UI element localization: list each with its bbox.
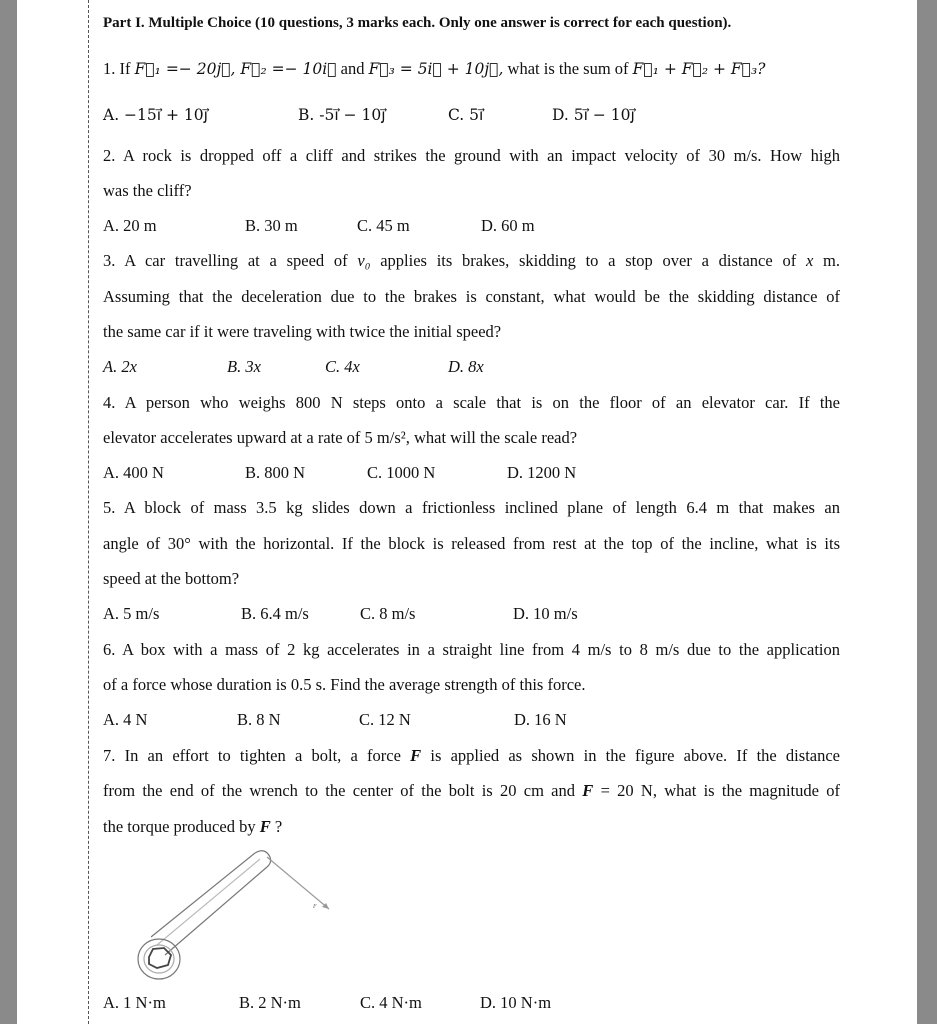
- q7-option-c: C. 4 N·m: [360, 993, 422, 1012]
- wrench-handle-groove: [157, 859, 260, 945]
- margin-line: [88, 0, 89, 1024]
- q4-option-b: B. 800 N: [245, 463, 306, 482]
- q3-x: x: [805, 251, 814, 270]
- q7-line-2: [103, 781, 840, 801]
- q2-option-d: D. 60 m: [481, 216, 535, 235]
- q3-text-b: applies its brakes, skidding to a stop over a distance of: [370, 251, 806, 270]
- q1-f1: F⃗₁ =− 20j⃗,: [134, 60, 236, 78]
- q7-option-a: A. 1 N·m: [103, 993, 166, 1012]
- q4-option-c: C. 1000 N: [367, 463, 436, 482]
- q2-line-1: 2. A rock is dropped off a cliff and strikes the ground with an impact velocity of 30 m/s. How high: [103, 146, 840, 165]
- q3-option-a: A. 2x: [103, 357, 137, 376]
- q6-option-c: C. 12 N: [359, 710, 411, 729]
- q7-text-e: the torque produced by: [103, 817, 260, 836]
- q7-text-a: 7. In an effort to tighten a bolt, a force: [103, 746, 411, 765]
- q2-option-b: B. 30 m: [245, 216, 298, 235]
- q6-line-2: of a force whose duration is 0.5 s. Find the average strength of this force.: [103, 675, 586, 694]
- q7-line-1: [103, 746, 840, 766]
- q1-sum: F⃗₁ + F⃗₂ + F⃗₃?: [632, 60, 766, 78]
- q6-option-a: A. 4 N: [103, 710, 148, 729]
- q7-text-f: ?: [270, 817, 283, 836]
- q1-f2: F⃗₂ =− 10i⃗: [235, 60, 337, 78]
- q4-line-2: elevator accelerates upward at a rate of 5 m/s², what will the scale read?: [103, 428, 578, 447]
- q1-option-c: C. 5i⃗: [448, 106, 484, 124]
- q1-number: 1. If: [103, 59, 135, 78]
- q2-option-a: A. 20 m: [103, 216, 157, 235]
- q2-line-2: was the cliff?: [103, 181, 192, 200]
- q4-option-a: A. 400 N: [103, 463, 164, 482]
- q6-option-b: B. 8 N: [237, 710, 281, 729]
- q7-option-d: D. 10 N·m: [480, 993, 552, 1012]
- bolt-hexagon: [149, 948, 171, 968]
- wrench-handle-end: [255, 851, 271, 867]
- q7-force-symbol-3: F: [259, 817, 271, 836]
- q6-line-1: 6. A box with a mass of 2 kg accelerates in a straight line from 4 m/s to 8 m/s due to the application: [103, 640, 840, 659]
- q3-v0: v₀: [357, 251, 371, 270]
- q6-option-d: D. 16 N: [514, 710, 567, 729]
- q1-option-a: A. −15i⃗ + 10j⃗: [103, 106, 208, 124]
- q4-option-d: D. 1200 N: [507, 463, 577, 482]
- q3-line-3: the same car if it were traveling with twice the initial speed?: [103, 322, 502, 341]
- section-heading: Part I. Multiple Choice (10 questions, 3 marks each. Only one answer is correct for each question).: [103, 15, 732, 31]
- q7-text-c: from the end of the wrench to the center of the bolt is 20 cm and: [103, 781, 583, 800]
- q5-line-2: angle of 30° with the horizontal. If the block is released from rest at the top of the incline, what is its: [103, 534, 840, 553]
- q3-text-a: 3. A car travelling at a speed of: [103, 251, 358, 270]
- q5-option-a: A. 5 m/s: [103, 604, 160, 623]
- force-line: [267, 857, 329, 909]
- q7-text-b: is applied as shown in the figure above. If the distance: [421, 746, 840, 765]
- q5-line-1: 5. A block of mass 3.5 kg slides down a frictionless inclined plane of length 6.4 m that makes an: [103, 498, 840, 517]
- q1-f3: F⃗₃ = 5i⃗ + 10j⃗,: [368, 60, 504, 78]
- q7-option-b: B. 2 N·m: [239, 993, 301, 1012]
- q1-option-d: D. 5i⃗ − 10j⃗: [552, 106, 635, 124]
- q7-text-d: = 20 N, what is the magnitude of: [593, 781, 840, 800]
- wrench-handle-edge-1: [151, 853, 255, 937]
- q3-line-1: [103, 251, 840, 271]
- q5-option-b: B. 6.4 m/s: [241, 604, 309, 623]
- q1-text: what is the sum of: [503, 59, 633, 78]
- q1-and: and: [336, 59, 369, 78]
- q3-option-b: B. 3x: [227, 357, 261, 376]
- q7-force-symbol-2: F: [582, 781, 594, 800]
- wrench-figure: [117, 845, 347, 985]
- q3-text-c: m.: [813, 251, 840, 270]
- q1-option-b: B. -5i⃗ − 10j⃗: [298, 106, 386, 124]
- wrench-handle-edge-2: [165, 867, 267, 955]
- q3-line-2: Assuming that the deceleration due to the brakes is constant, what would be the skidding distance of: [103, 287, 840, 306]
- q2-option-c: C. 45 m: [357, 216, 410, 235]
- figure-force-label: F: [313, 904, 317, 910]
- q4-line-1: 4. A person who weighs 800 N steps onto a scale that is on the floor of an elevator car. If the: [103, 393, 840, 412]
- q5-line-3: speed at the bottom?: [103, 569, 240, 588]
- document-page: [17, 0, 917, 1024]
- q7-force-symbol: F: [410, 746, 422, 765]
- q3-option-d: D. 8x: [448, 357, 484, 376]
- q5-option-d: D. 10 m/s: [513, 604, 578, 623]
- q3-option-c: C. 4x: [325, 357, 360, 376]
- q5-option-c: C. 8 m/s: [360, 604, 416, 623]
- question-1: [103, 59, 765, 79]
- q7-line-3: [103, 817, 282, 837]
